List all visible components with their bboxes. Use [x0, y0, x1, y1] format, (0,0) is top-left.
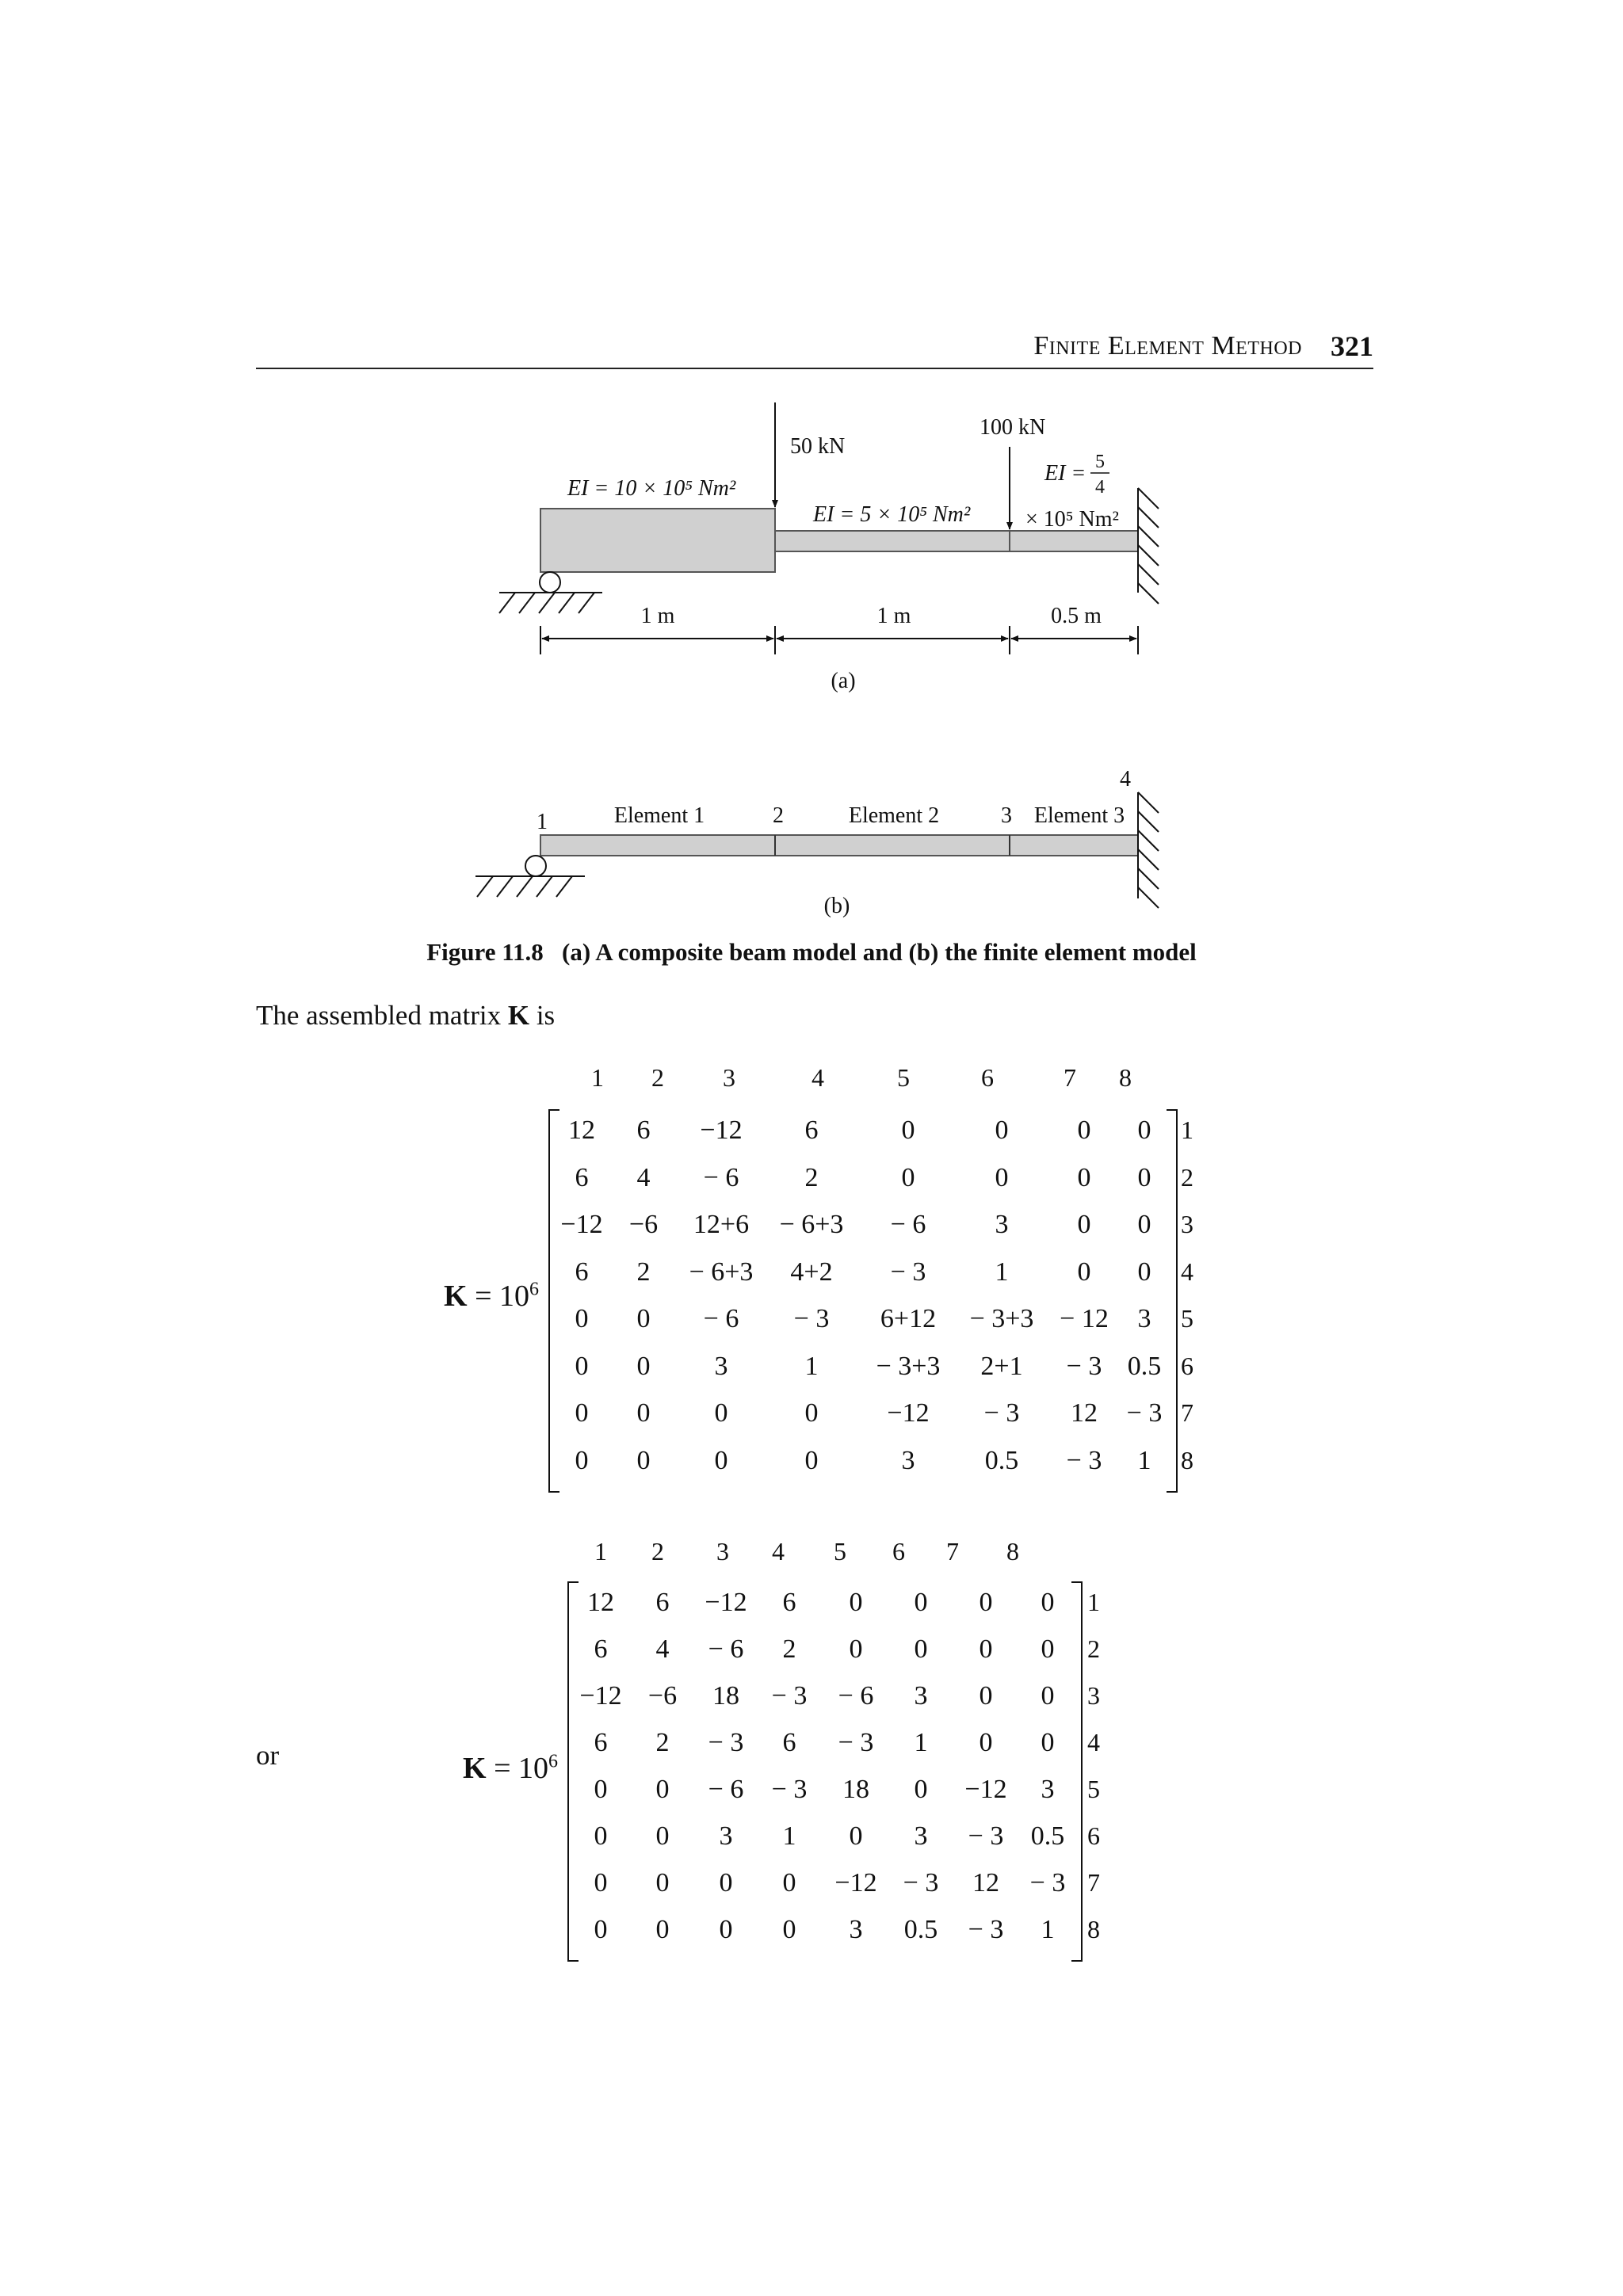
- matrix2-cell: −12: [964, 1775, 1007, 1804]
- matrix-1-exponent: 6: [529, 1279, 539, 1300]
- matrix2-cell: 18: [842, 1775, 869, 1804]
- matrix2-cell: 0: [594, 1821, 608, 1851]
- dimension-label-1: 1 m: [640, 604, 675, 628]
- matrix2-cell: 1: [1041, 1915, 1055, 1944]
- page-number: 321: [1331, 330, 1373, 362]
- matrix2-cell: − 3: [903, 1868, 939, 1897]
- matrix1-cell: − 3: [890, 1257, 926, 1287]
- beam-segment-3: [1010, 531, 1138, 551]
- running-head-title: Finite Element Method: [1033, 331, 1302, 360]
- matrix1-cell: 0: [1077, 1162, 1091, 1192]
- or-label: or: [256, 1740, 280, 1771]
- ground-hatch-b: [477, 876, 572, 897]
- matrix2-cell: 0: [1041, 1634, 1055, 1664]
- matrix1-cell: 0: [575, 1304, 589, 1333]
- matrix2-row-label: 8: [1087, 1915, 1100, 1943]
- matrix1-cell: 6: [804, 1116, 819, 1145]
- matrix1-cell: 3: [901, 1445, 915, 1475]
- matrix2-cell: − 3: [708, 1728, 744, 1757]
- matrix2-cell: 3: [914, 1821, 928, 1851]
- matrix2-row-label: 7: [1087, 1868, 1100, 1897]
- matrix2-cell: 0: [914, 1634, 928, 1664]
- dimension-label-3: 0.5 m: [1051, 604, 1102, 628]
- matrix1-row-label: 7: [1181, 1398, 1193, 1427]
- intro-matrix-symbol: K: [507, 1000, 530, 1031]
- matrix1-cell: −12: [560, 1210, 603, 1239]
- matrix2-cell: 0: [655, 1868, 670, 1897]
- matrix-1-eq: = 10: [467, 1280, 529, 1313]
- matrix1-col-label: 4: [812, 1063, 824, 1092]
- matrix2-cell: 6: [594, 1634, 608, 1664]
- matrix2-cell: 12: [587, 1588, 614, 1617]
- ground-hatch-a: [499, 593, 594, 613]
- matrix2-cell: 0: [1041, 1681, 1055, 1711]
- matrix1-cell: 1: [804, 1351, 819, 1381]
- matrix2-cell: 0: [979, 1588, 993, 1617]
- part-b-label: (b): [823, 894, 850, 918]
- matrix2-cell: 0: [914, 1588, 928, 1617]
- roller-support-b: [525, 856, 546, 876]
- matrix2-left-bracket: [567, 1581, 579, 1962]
- matrix1-cell: 0: [575, 1398, 589, 1428]
- matrix2-row-label: 5: [1087, 1775, 1100, 1803]
- matrix2-col-label: 2: [651, 1537, 664, 1566]
- matrix1-left-bracket: [548, 1109, 559, 1493]
- matrix2-cell: −12: [834, 1868, 877, 1897]
- matrix2-row-label: 2: [1087, 1634, 1100, 1663]
- matrix2-cell: − 6: [708, 1775, 744, 1804]
- matrix2-cell: 2: [782, 1634, 796, 1664]
- matrix1-cell: − 3+3: [969, 1304, 1034, 1333]
- matrix2-cell: 0: [979, 1728, 993, 1757]
- matrix2-cell: 0: [849, 1821, 863, 1851]
- matrix1-cell: − 3: [1066, 1445, 1102, 1475]
- element-label-3: Element 3: [1033, 803, 1125, 828]
- matrix1-cell: 0: [1137, 1162, 1151, 1192]
- matrix2-cell: 1: [914, 1728, 928, 1757]
- intro-suffix: is: [529, 1000, 556, 1031]
- matrix2-cell: − 6: [838, 1681, 874, 1711]
- matrix1-cell: −6: [628, 1210, 659, 1239]
- matrix1-cell: −12: [700, 1116, 743, 1145]
- matrix-2-symbol: K: [463, 1752, 487, 1785]
- matrix1-cell: 12: [568, 1116, 595, 1145]
- matrix2-col-label: 5: [834, 1537, 846, 1566]
- matrix1-row-label: 1: [1181, 1116, 1193, 1144]
- matrix1-cell: − 3: [793, 1304, 830, 1333]
- matrix1-row-label: 5: [1181, 1304, 1193, 1333]
- matrix2-cell: − 3: [771, 1681, 808, 1711]
- matrix1-col-label: 2: [651, 1063, 664, 1092]
- matrix-2-eq: = 10: [486, 1752, 548, 1785]
- matrix1-col-label: 7: [1064, 1063, 1076, 1092]
- matrix2-cell: 0.5: [903, 1915, 938, 1944]
- matrix2-cell: 3: [719, 1821, 733, 1851]
- matrix2-cell: 0: [594, 1775, 608, 1804]
- matrix-2-equation-label: [463, 1751, 558, 1786]
- dimension-label-2: 1 m: [876, 604, 911, 628]
- matrix1-cell: 0: [804, 1398, 819, 1428]
- matrix1-cell: 0: [1077, 1116, 1091, 1145]
- matrix1-cell: 2: [804, 1162, 819, 1192]
- matrix1-col-label: 5: [897, 1063, 910, 1092]
- matrix1-cell: −12: [887, 1398, 930, 1428]
- matrix2-cell: −12: [705, 1588, 747, 1617]
- matrix2-cell: 0: [1041, 1728, 1055, 1757]
- matrix1-cell: − 6+3: [689, 1257, 754, 1287]
- matrix2-cell: 3: [1041, 1775, 1055, 1804]
- ei-label-3-num: 5: [1095, 452, 1105, 472]
- matrix2-col-label: 7: [946, 1537, 959, 1566]
- matrix1-cell: 0: [1077, 1210, 1091, 1239]
- matrix1-cell: 0: [636, 1351, 651, 1381]
- matrix2-row-label: 6: [1087, 1821, 1100, 1850]
- matrix1-cell: 0: [1137, 1257, 1151, 1287]
- matrix1-cell: 4+2: [790, 1257, 833, 1287]
- matrix2-cell: 6: [594, 1728, 608, 1757]
- matrix1-col-label: 3: [723, 1063, 735, 1092]
- matrix1-cell: 0: [901, 1116, 915, 1145]
- matrix1-cell: 6: [575, 1257, 589, 1287]
- matrix2-cell: 0: [914, 1775, 928, 1804]
- matrix2-cell: 6: [782, 1588, 796, 1617]
- matrix1-cell: − 6: [703, 1162, 739, 1192]
- matrix1-cell: 0: [714, 1398, 728, 1428]
- matrix2-cell: 6: [655, 1588, 670, 1617]
- node-label-1: 1: [537, 810, 548, 834]
- matrix2-col-label: 8: [1006, 1537, 1019, 1566]
- matrix2-cell: 18: [712, 1681, 739, 1711]
- node-label-4: 4: [1120, 767, 1131, 791]
- beam-segment-1: [540, 509, 775, 572]
- matrix2-col-label: 4: [772, 1537, 785, 1566]
- matrix2-cell: 0: [782, 1915, 796, 1944]
- matrix2-cell: −12: [579, 1681, 622, 1711]
- figure-caption: Figure 11.8 (a) A composite beam model and (b) the finite element model: [426, 938, 1197, 966]
- matrix2-cell: 3: [914, 1681, 928, 1711]
- matrix1-cell: 3: [995, 1210, 1009, 1239]
- matrix1-cell: 0: [901, 1162, 915, 1192]
- matrix1-col-label: 6: [981, 1063, 994, 1092]
- matrix1-cell: 0.5: [984, 1445, 1019, 1475]
- figure-beam-diagram: [0, 0, 1623, 935]
- matrix1-cell: 1: [995, 1257, 1009, 1287]
- matrix2-cell: − 3: [838, 1728, 874, 1757]
- intro-text: The assembled matrix: [256, 1000, 508, 1031]
- matrix2-cell: 1: [782, 1821, 796, 1851]
- matrix1-cell: − 12: [1060, 1304, 1109, 1333]
- matrix1-col-label: 1: [591, 1063, 604, 1092]
- matrix2-cell: 0: [655, 1821, 670, 1851]
- matrix2-row-label: 1: [1087, 1588, 1100, 1616]
- matrix1-cell: 0.5: [1127, 1351, 1162, 1381]
- roller-support-a: [540, 572, 560, 593]
- matrix1-right-bracket: [1167, 1109, 1178, 1493]
- matrix2-cell: 0: [719, 1915, 733, 1944]
- matrix1-cell: − 6+3: [779, 1210, 844, 1239]
- matrix2-col-label: 3: [716, 1537, 729, 1566]
- matrix1-cell: 4: [636, 1162, 651, 1192]
- wall-hatch-b: [1138, 792, 1159, 908]
- matrix2-cell: 0: [979, 1681, 993, 1711]
- matrix1-cell: − 3: [1066, 1351, 1102, 1381]
- matrix1-cell: 12: [1071, 1398, 1098, 1428]
- intro-paragraph: [256, 1000, 555, 1032]
- matrix1-cell: 1: [1137, 1445, 1151, 1475]
- fe-beam: [540, 835, 1138, 856]
- matrix1-row-label: 4: [1181, 1257, 1193, 1286]
- matrix2-cell: − 6: [708, 1634, 744, 1664]
- beam-segment-2: [775, 531, 1010, 551]
- matrix2-cell: − 3: [968, 1821, 1004, 1851]
- matrix1-cell: 0: [636, 1445, 651, 1475]
- matrix1-cell: 0: [995, 1116, 1009, 1145]
- load-label-50kn: 50 kN: [790, 434, 846, 459]
- matrix1-col-label: 8: [1119, 1063, 1132, 1092]
- matrix2-col-label: 1: [594, 1537, 607, 1566]
- matrix2-row-label: 3: [1087, 1681, 1100, 1710]
- element-label-1: Element 1: [613, 803, 705, 828]
- matrix2-right-bracket: [1071, 1581, 1083, 1962]
- matrix1-cell: 6+12: [880, 1304, 937, 1333]
- matrix2-cell: 12: [972, 1868, 999, 1897]
- ei-label-3-top: EI =: [1044, 461, 1086, 486]
- matrix1-cell: − 3: [983, 1398, 1020, 1428]
- matrix1-cell: 12+6: [693, 1210, 750, 1239]
- matrix1-cell: 0: [804, 1445, 819, 1475]
- matrix2-cell: − 3: [1029, 1868, 1066, 1897]
- matrix1-row-label: 8: [1181, 1445, 1193, 1474]
- matrix1-row-label: 3: [1181, 1210, 1193, 1238]
- matrix2-cell: 0: [594, 1915, 608, 1944]
- matrix2-col-label: 6: [892, 1537, 905, 1566]
- matrix1-cell: 2+1: [980, 1351, 1023, 1381]
- matrix-1-symbol: K: [444, 1280, 468, 1313]
- wall-hatch-a: [1138, 488, 1159, 604]
- matrix1-cell: 0: [575, 1351, 589, 1381]
- ei-label-3-bottom: × 10⁵ Nm²: [1025, 507, 1119, 532]
- matrix1-cell: 3: [1137, 1304, 1151, 1333]
- node-label-3: 3: [1001, 803, 1012, 828]
- matrix2-cell: − 3: [771, 1775, 808, 1804]
- matrix1-cell: 0: [714, 1445, 728, 1475]
- node-label-2: 2: [773, 803, 784, 828]
- matrix1-row-label: 6: [1181, 1351, 1193, 1380]
- ei-label-3-den: 4: [1095, 477, 1105, 498]
- ei-label-2: EI = 5 × 10⁵ Nm²: [813, 502, 971, 527]
- matrix2-cell: 0: [849, 1634, 863, 1664]
- matrix2-cell: −6: [647, 1681, 678, 1711]
- element-label-2: Element 2: [848, 803, 940, 828]
- matrix2-cell: 0: [979, 1634, 993, 1664]
- matrix2-cell: 0: [594, 1868, 608, 1897]
- matrix2-row-label: 4: [1087, 1728, 1100, 1756]
- matrix1-cell: 0: [995, 1162, 1009, 1192]
- matrix1-cell: 0: [636, 1398, 651, 1428]
- matrix2-cell: 6: [782, 1728, 796, 1757]
- matrix-2-exponent: 6: [548, 1751, 558, 1772]
- ei-label-1: EI = 10 × 10⁵ Nm²: [567, 476, 736, 501]
- matrix1-cell: 0: [575, 1445, 589, 1475]
- matrix-1-equation-label: [444, 1279, 539, 1314]
- matrix1-cell: 2: [636, 1257, 651, 1287]
- matrix1-cell: − 3+3: [876, 1351, 941, 1381]
- matrix1-cell: 0: [1137, 1116, 1151, 1145]
- matrix1-cell: 0: [1137, 1210, 1151, 1239]
- matrix1-cell: 0: [1077, 1257, 1091, 1287]
- matrix1-row-label: 2: [1181, 1162, 1193, 1192]
- matrix2-cell: 0: [655, 1915, 670, 1944]
- matrix1-cell: 0: [636, 1304, 651, 1333]
- matrix2-cell: 0: [782, 1868, 796, 1897]
- matrix1-cell: − 3: [1126, 1398, 1163, 1428]
- matrix1-cell: − 6: [703, 1304, 739, 1333]
- load-label-100kn: 100 kN: [980, 415, 1046, 440]
- matrix2-cell: 0: [655, 1775, 670, 1804]
- matrix2-cell: 0.5: [1030, 1821, 1065, 1851]
- matrix1-cell: − 6: [890, 1210, 926, 1239]
- matrix2-cell: 0: [719, 1868, 733, 1897]
- matrix2-cell: 0: [1041, 1588, 1055, 1617]
- matrix2-cell: 4: [655, 1634, 670, 1664]
- matrix2-cell: 2: [655, 1728, 670, 1757]
- matrix2-cell: 0: [849, 1588, 863, 1617]
- matrix1-cell: 6: [575, 1162, 589, 1192]
- matrix1-cell: 6: [636, 1116, 651, 1145]
- matrix1-cell: 3: [714, 1351, 728, 1381]
- matrix2-cell: 3: [849, 1915, 863, 1944]
- matrix2-cell: − 3: [968, 1915, 1004, 1944]
- part-a-label: (a): [831, 669, 856, 693]
